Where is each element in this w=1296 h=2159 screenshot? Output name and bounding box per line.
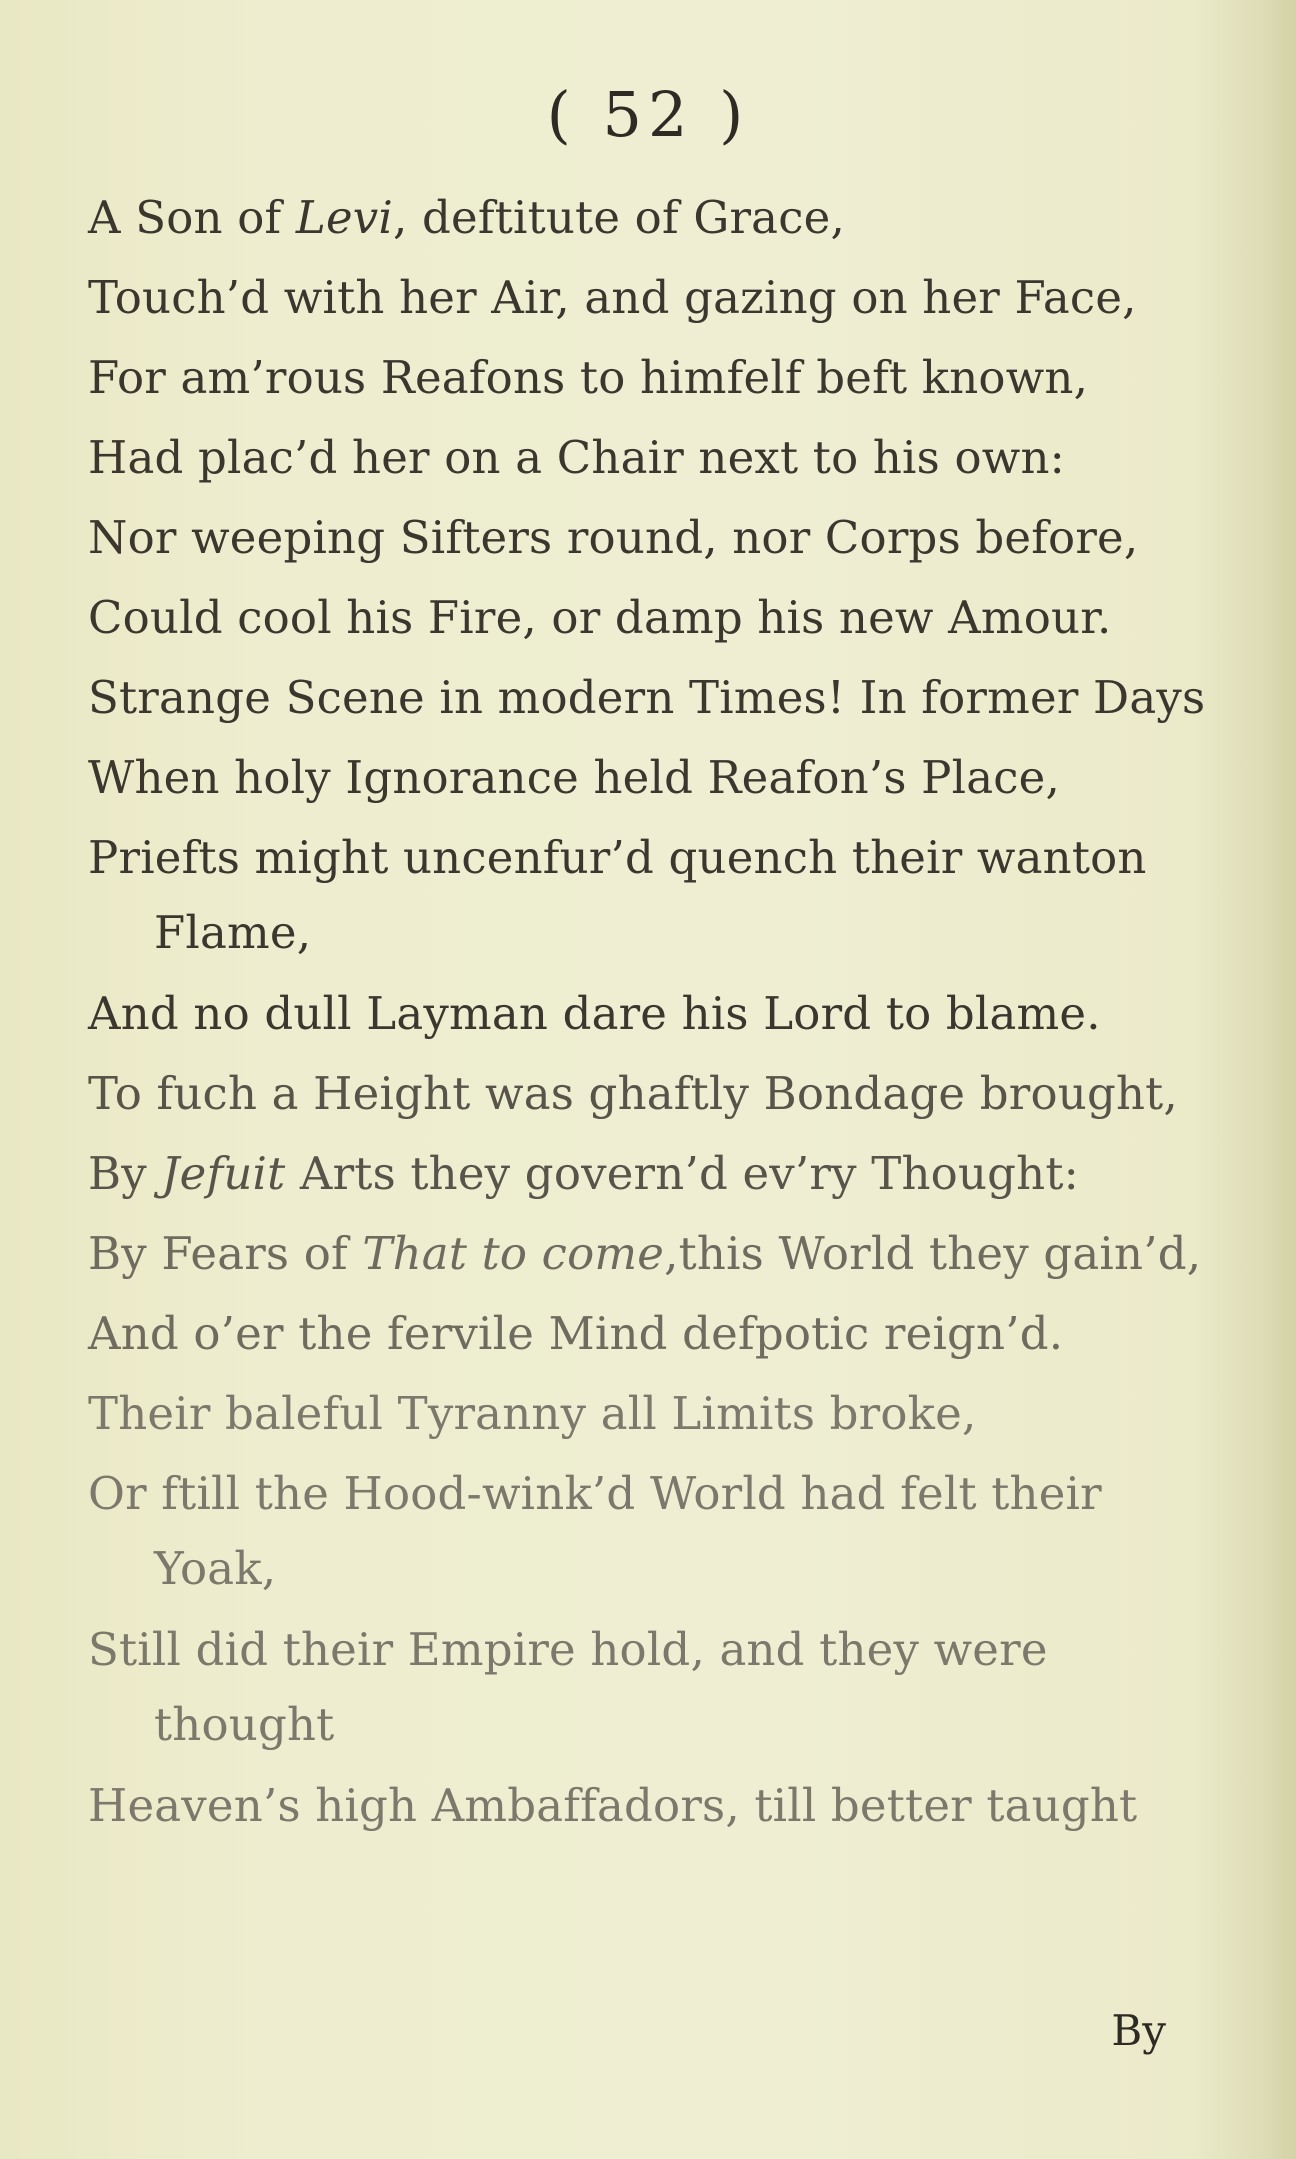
page-number: ( 52 ): [546, 78, 750, 151]
verse-line: Or ftill the Hood-wink’d World had felt their: [88, 1467, 1102, 1520]
verse-line: Had plac’d her on a Chair next to his own:: [88, 431, 1065, 484]
poem-text: [88, 178, 1206, 1846]
verse-line: Nor weeping Sifters round, nor Corps before,: [88, 511, 1139, 564]
verse-line: Could cool his Fire, or damp his new Amour.: [88, 591, 1112, 644]
verse-line-continuation: Yoak,: [154, 1542, 277, 1595]
verse-line: Heaven’s high Ambaffadors, till better taught: [88, 1779, 1138, 1832]
verse-line: Priefts might uncenfur’d quench their wanton: [88, 831, 1147, 884]
verse-line: And o’er the fervile Mind defpotic reign’d.: [88, 1307, 1064, 1360]
verse-line: And no dull Layman dare his Lord to blame.: [88, 987, 1101, 1040]
verse-line: By Jefuit Arts they govern’d ev’ry Thought:: [88, 1147, 1079, 1200]
verse-line: By Fears of That to come,this World they gain’d,: [88, 1227, 1202, 1280]
verse-line: Strange Scene in modern Times! In former Days: [88, 671, 1206, 724]
page-edge-shadow: [1266, 0, 1296, 2159]
verse-line-continuation: thought: [154, 1698, 335, 1751]
verse-line: For am’rous Reafons to himfelf beft known,: [88, 351, 1089, 404]
verse-line: Still did their Empire hold, and they were: [88, 1623, 1048, 1676]
verse-line: Touch’d with her Air, and gazing on her Face,: [88, 271, 1137, 324]
verse-line: When holy Ignorance held Reafon’s Place,: [88, 751, 1060, 804]
verse-line: Their baleful Tyranny all Limits broke,: [88, 1387, 977, 1440]
verse-line: A Son of Levi, deftitute of Grace,: [88, 191, 845, 244]
verse-line-continuation: Flame,: [154, 906, 312, 959]
catchword: By: [1111, 2006, 1166, 2055]
verse-line: To fuch a Height was ghaftly Bondage brought,: [88, 1067, 1178, 1120]
